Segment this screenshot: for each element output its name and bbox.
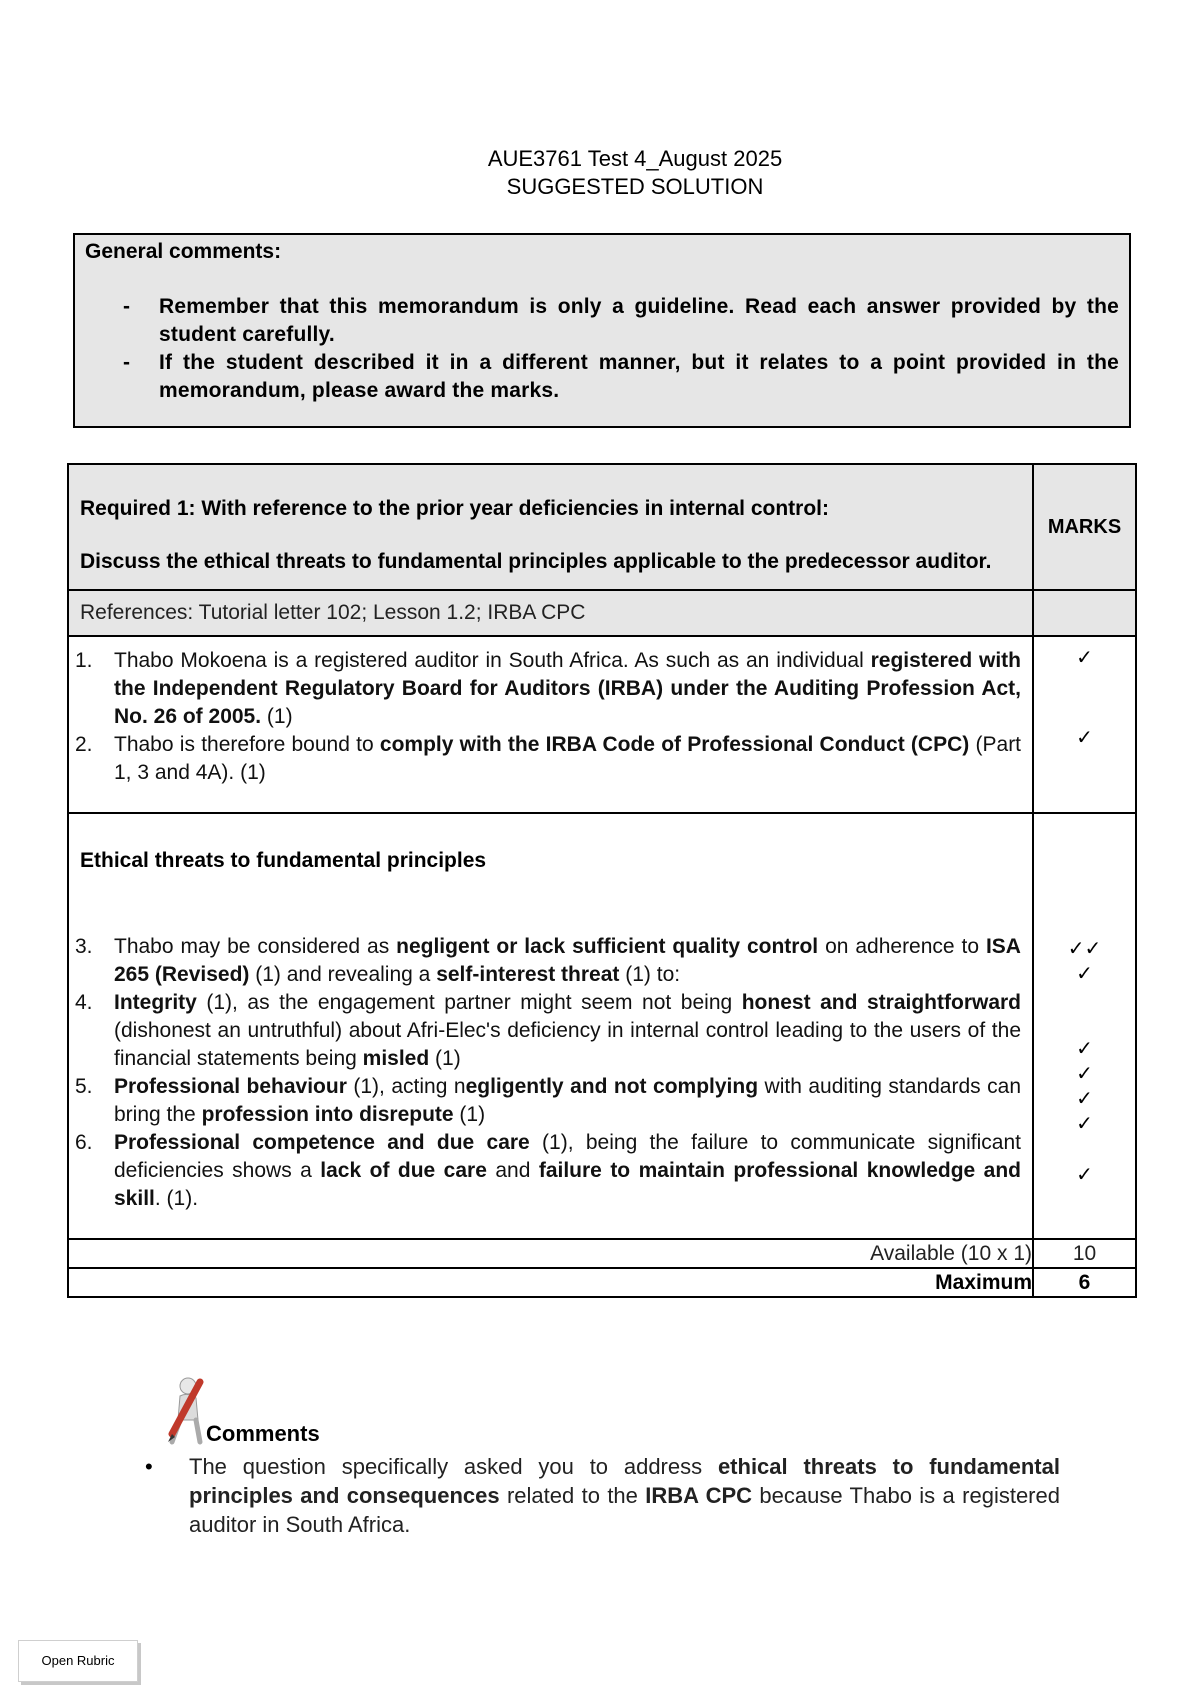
points-list-1 — [69, 647, 1021, 787]
tick-mark: ✓ — [1076, 961, 1093, 985]
tick-mark: ✓✓ — [1067, 936, 1102, 960]
document-title: AUE3761 Test 4_August 2025 — [487, 146, 783, 171]
references-text: References: Tutorial letter 102; Lesson 1.2; IRBA CPC — [80, 601, 586, 624]
general-comments-list — [123, 293, 1119, 405]
tick-mark: ✓ — [1076, 725, 1093, 749]
point-6: 6. Professional competence and due care (1), being the failure to communicate significant deficiencies shows a lack of due care and failure to maintain professional knowledge and skill. (1). — [75, 1131, 1022, 1210]
tick-mark: ✓ — [1076, 645, 1093, 669]
section-2-marks — [1033, 813, 1136, 1239]
point-3: 3. Thabo may be considered as negligent or lack sufficient quality control on adherence to ISA 265 (Revised) (1) and revealing a self-interest threat (1) to: — [75, 935, 1021, 986]
maximum-label: Maximum — [68, 1268, 1033, 1297]
comments-heading: Comments — [206, 1421, 320, 1446]
point-5: 5. Professional behaviour (1), acting negligently and not complying with auditing standards can bring the profession into disrepute (1) — [75, 1075, 1022, 1126]
section-2-heading: Ethical threats to fundamental principles — [80, 849, 487, 872]
section-2-row — [68, 813, 1136, 1239]
points-list-2 — [69, 933, 1021, 1213]
tick-mark: ✓ — [1076, 1086, 1093, 1110]
point-1: 1. Thabo Mokoena is a registered auditor in South Africa. As such as an individual registered with the Independent Regulatory Board for Auditors (IRBA) under the Auditing Profession Act, No. 26 of 2005. (1) — [75, 649, 1021, 728]
maximum-value: 6 — [1033, 1268, 1136, 1297]
tick-mark: ✓ — [1076, 1036, 1093, 1060]
marking-table — [67, 463, 1137, 1298]
section-1-row — [68, 636, 1136, 813]
references-row — [68, 590, 1136, 636]
marks-header: MARKS — [1033, 464, 1136, 590]
section-1-marks — [1033, 636, 1136, 813]
general-comment-item: - Remember that this memorandum is only a guideline. Read each answer provided by the student carefully. — [123, 295, 1119, 346]
general-comment-item: - If the student described it in a different manner, but it relates to a point provided in the memorandum, please award the marks. — [123, 351, 1119, 402]
tick-mark: ✓ — [1076, 1111, 1093, 1135]
point-2: 2. Thabo is therefore bound to comply with the IRBA Code of Professional Conduct (CPC) (Part 1, 3 and 4A). (1) — [75, 733, 1022, 784]
tick-mark: ✓ — [1076, 1061, 1093, 1085]
available-label: Available (10 x 1) — [68, 1239, 1033, 1268]
open-rubric-button[interactable]: Open Rubric — [18, 1640, 138, 1682]
required-question: Required 1: With reference to the prior year deficiencies in internal control: Discuss the ethical threats to fundamental principles applicable to the predecessor auditor. — [80, 497, 992, 573]
available-value: 10 — [1033, 1239, 1136, 1268]
comments-list — [145, 1452, 1060, 1539]
available-row — [68, 1239, 1136, 1268]
required-row — [68, 464, 1136, 590]
tick-mark: ✓ — [1076, 1162, 1093, 1186]
document-subtitle: SUGGESTED SOLUTION — [506, 174, 764, 199]
document-header — [0, 145, 1200, 201]
maximum-row — [68, 1268, 1136, 1297]
general-comments-heading: General comments: — [85, 240, 282, 263]
bullet-icon: • — [145, 1454, 153, 1479]
general-comments-box — [73, 233, 1131, 428]
point-4: 4. Integrity (1), as the engagement partner might seem not being honest and straightforward (dishonest an untruthful) about Afri-Elec's deficiency in internal control leading to the users of the financial statements being misled (1) — [75, 991, 1022, 1070]
comment-item: The question specifically asked you to address ethical threats to fundamental principles and consequences related to the IRBA CPC because Thabo is a registered auditor in South Africa. — [189, 1454, 1060, 1537]
